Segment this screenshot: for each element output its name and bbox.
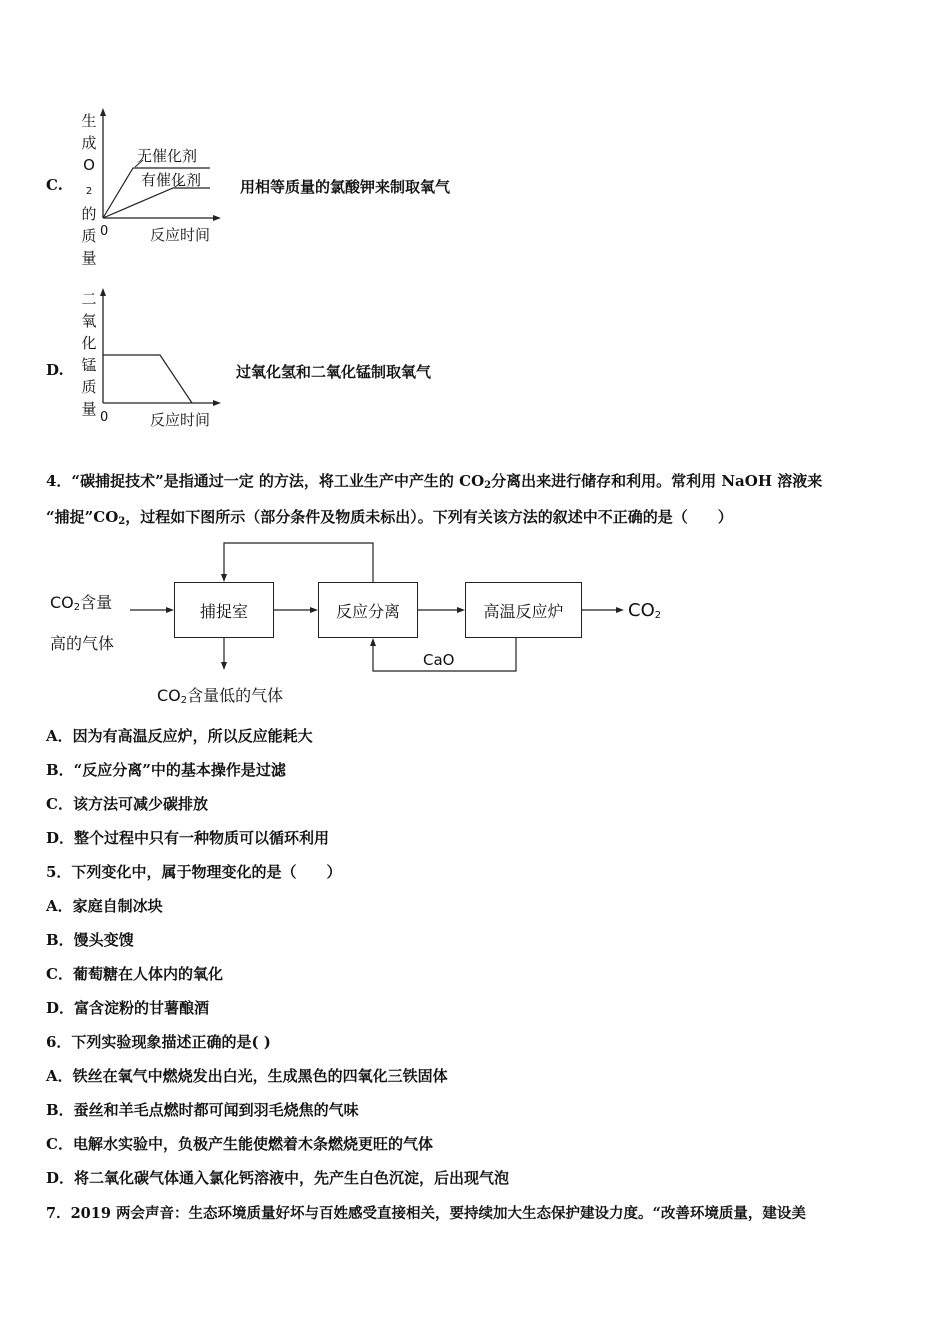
curve-with-catalyst bbox=[103, 188, 210, 218]
q4-option-b: B．“反应分离”中的基本操作是过滤 bbox=[46, 761, 286, 779]
x-axis-arrow bbox=[213, 400, 221, 406]
q6-option-c: C．电解水实验中，负极产生能使燃着木条燃烧更旺的气体 bbox=[46, 1135, 433, 1153]
y-axis-label: 生成 $O_2$ 的质量 bbox=[81, 112, 97, 267]
reaction-separation-box: 反应分离 bbox=[318, 582, 418, 638]
mno2-curve bbox=[103, 355, 192, 403]
capture-chamber-box: 捕捉室 bbox=[174, 582, 274, 638]
y-axis-arrow bbox=[100, 288, 106, 296]
high-temp-furnace-box: 高温反应炉 bbox=[465, 582, 582, 638]
q6-option-d: D．将二氧化碳气体通入氯化钙溶液中，先产生白色沉淀，后出现气泡 bbox=[46, 1169, 510, 1187]
mno2-graph bbox=[95, 285, 225, 420]
origin-label: 0 bbox=[100, 224, 109, 239]
q4-option-a: A．因为有高温反应炉，所以反应能耗大 bbox=[46, 727, 313, 745]
y-axis-label: 二氧化锰质量 bbox=[81, 290, 97, 418]
option-letter: D. bbox=[46, 361, 64, 379]
q6-option-b: B．蚕丝和羊毛点燃时都可闻到羽毛烧焦的气味 bbox=[46, 1101, 359, 1119]
option-letter: C. bbox=[46, 176, 63, 194]
question-stem-line2: “捕捉$”CO_2$，过程如下图所示（部分条件及物质未标出）。下列有关该方法的叙述中不正确的是（ ） bbox=[46, 508, 733, 527]
q6-option-a: A．铁丝在氧气中燃烧发出白光，生成黑色的四氧化三铁固体 bbox=[46, 1067, 448, 1085]
q5-option-c: C．葡萄糖在人体内的氧化 bbox=[46, 965, 223, 983]
recycle-loop-top bbox=[224, 543, 373, 582]
q5-option-b: B．馒头变馊 bbox=[46, 931, 134, 949]
x-axis-label: 反应时间 bbox=[150, 226, 211, 244]
question-stem: 5．下列变化中，属于物理变化的是（ ） bbox=[46, 863, 342, 881]
option-description: 用相等质量的氯酸钾来制取氧气 bbox=[240, 178, 451, 196]
curve-label-with-catalyst: 有催化剂 bbox=[141, 171, 202, 189]
output-co2-label: $CO_2$ bbox=[628, 600, 662, 621]
q5-option-d: D．富含淀粉的甘薯酿酒 bbox=[46, 999, 210, 1017]
byproduct-gas-label: $CO_2$含量低的气体 bbox=[157, 686, 284, 706]
x-axis-label: 反应时间 bbox=[150, 411, 211, 429]
option-description: 过氧化氢和二氧化锰制取氧气 bbox=[236, 363, 432, 381]
curve-label-no-catalyst: 无催化剂 bbox=[137, 147, 198, 165]
y-axis-arrow bbox=[100, 108, 106, 116]
cao-label: CaO bbox=[423, 651, 455, 669]
question-7-stem: 7．2019 两会声音：生态环境质量好坏与百姓感受直接相关，要持续加大生态保护建设力度。“改善环境质量，建设美 bbox=[46, 1205, 806, 1222]
q5-option-a: A．家庭自制冰块 bbox=[46, 897, 163, 915]
origin-label: 0 bbox=[100, 410, 109, 425]
q4-option-d: D．整个过程中只有一种物质可以循环利用 bbox=[46, 829, 330, 847]
x-axis-arrow bbox=[213, 215, 221, 221]
input-gas-label: $CO_2$含量 高的气体 bbox=[50, 593, 115, 653]
question-stem: 6．下列实验现象描述正确的是( ) bbox=[46, 1033, 271, 1051]
question-stem-line1: 4．“碳捕捉技术”是指通过一定 的方法，将工业生产中产生的 $CO_2$分离出来进行储存和利用。常利用 NaOH 溶液来 bbox=[46, 472, 823, 491]
q4-option-c: C．该方法可减少碳排放 bbox=[46, 795, 208, 813]
